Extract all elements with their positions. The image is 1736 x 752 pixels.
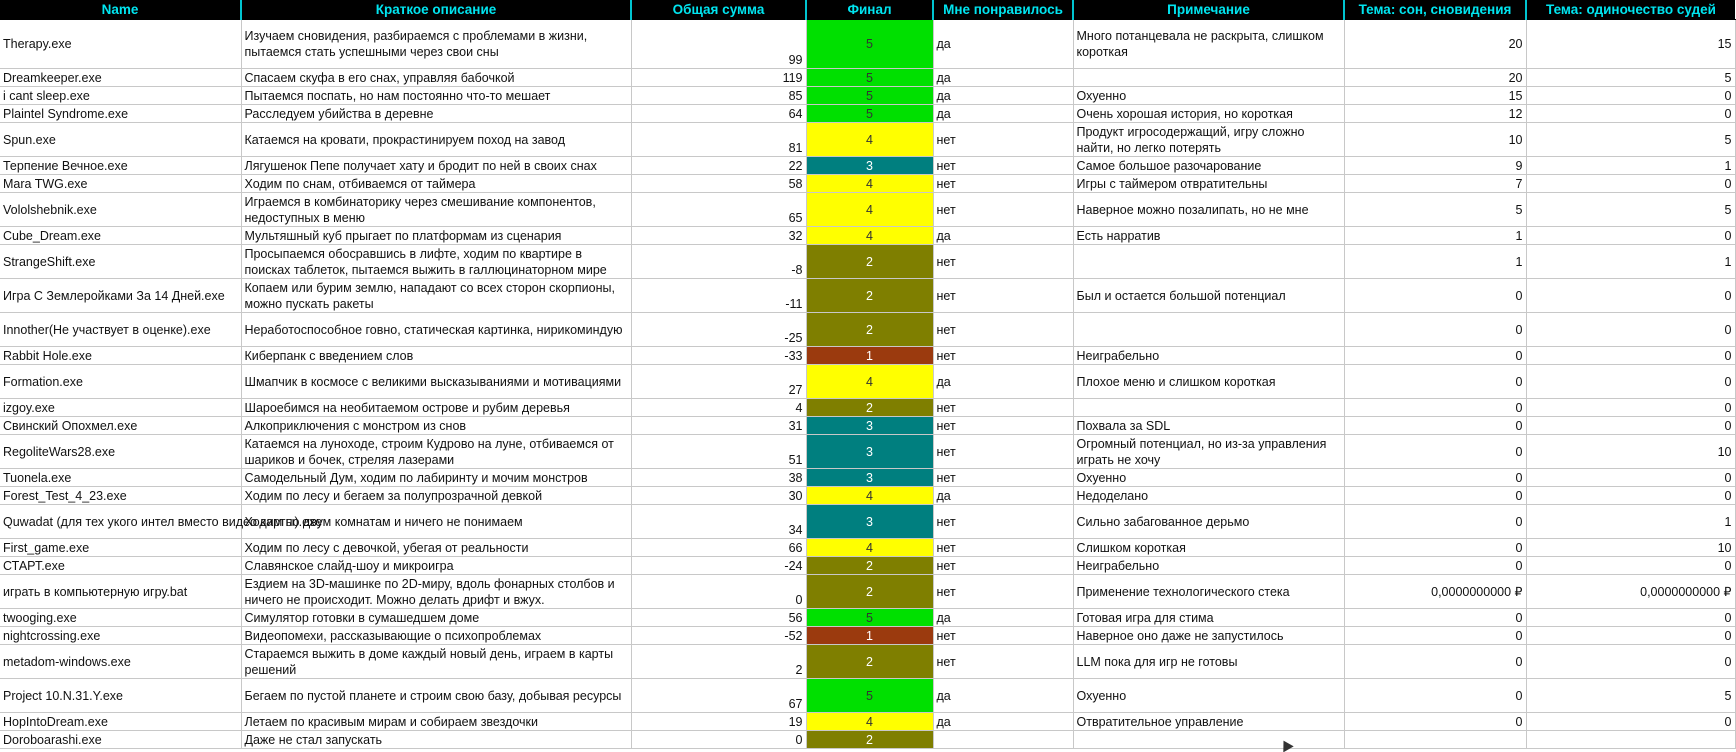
header-theme-dream[interactable]: Тема: сон, сновидения (1344, 0, 1526, 20)
table-body (0, 20, 1735, 749)
cell-liked[interactable]: нет (933, 557, 1073, 575)
cell-theme-lonely[interactable]: 0 (1526, 645, 1735, 679)
table-row[interactable] (0, 69, 1735, 87)
cell-description[interactable]: Играемся в комбинаторику через смешивание компонентов, недоступных в меню (241, 193, 631, 227)
cell-theme-lonely[interactable]: 0 (1526, 347, 1735, 365)
cell-note[interactable]: LLM пока для игр не готовы (1073, 645, 1344, 679)
cell-final[interactable]: 2 (806, 279, 933, 313)
cell-description[interactable]: Лягушенок Пепе получает хату и бродит по ней в своих снах (241, 157, 631, 175)
table-row[interactable] (0, 105, 1735, 123)
cell-description[interactable]: Шмапчик в космосе с великими высказываниями и мотивациями (241, 365, 631, 399)
cell-liked[interactable]: да (933, 105, 1073, 123)
cell-name[interactable]: Dreamkeeper.exe (0, 69, 241, 87)
cell-theme-lonely[interactable]: 0 (1526, 87, 1735, 105)
table-row[interactable] (0, 417, 1735, 435)
table-row[interactable] (0, 365, 1735, 399)
cell-name[interactable]: Therapy.exe (0, 20, 241, 69)
table-row[interactable] (0, 627, 1735, 645)
cell-liked[interactable]: да (933, 20, 1073, 69)
cell-description[interactable]: Симулятор готовки в сумашедшем доме (241, 609, 631, 627)
cell-note[interactable]: Огромный потенциал, но из-за управления играть не хочу (1073, 435, 1344, 469)
cell-total-sum[interactable]: -11 (631, 279, 806, 313)
cell-liked[interactable]: да (933, 679, 1073, 713)
table-row[interactable] (0, 539, 1735, 557)
cell-note[interactable]: Неиграбельно (1073, 347, 1344, 365)
header-row (0, 0, 1735, 20)
cell-theme-dream[interactable]: 0 (1344, 347, 1526, 365)
cell-theme-lonely[interactable]: 5 (1526, 123, 1735, 157)
cell-theme-lonely[interactable]: 1 (1526, 245, 1735, 279)
cell-final[interactable]: 1 (806, 347, 933, 365)
cell-final[interactable]: 2 (806, 399, 933, 417)
cell-total-sum[interactable]: 4 (631, 399, 806, 417)
cell-liked[interactable]: да (933, 227, 1073, 245)
cell-theme-lonely[interactable]: 0 (1526, 609, 1735, 627)
cell-total-sum[interactable]: 0 (631, 575, 806, 609)
cell-description[interactable]: Ездием на 3D-машинке по 2D-миру, вдоль фонарных столбов и ничего не происходит. Можно делать дрифт и вжух. (241, 575, 631, 609)
cell-liked[interactable]: нет (933, 627, 1073, 645)
cell-name[interactable]: First_game.exe (0, 539, 241, 557)
cell-description[interactable]: Просыпаемся обосравшись в лифте, ходим по квартире в поисках таблеток, пытаемся выжить в галлюцинаторном мире (241, 245, 631, 279)
cell-theme-dream[interactable]: 0 (1344, 469, 1526, 487)
cell-theme-lonely[interactable]: 0 (1526, 365, 1735, 399)
cell-final[interactable]: 5 (806, 69, 933, 87)
cell-theme-dream[interactable]: 0,0000000000 ₽ (1344, 575, 1526, 609)
cell-note[interactable]: Слишком короткая (1073, 539, 1344, 557)
cell-name[interactable]: RegoliteWars28.exe (0, 435, 241, 469)
cell-final[interactable]: 4 (806, 487, 933, 505)
cell-name[interactable]: HopIntoDream.exe (0, 713, 241, 731)
cell-note[interactable]: Охуенно (1073, 679, 1344, 713)
cell-description[interactable]: Расследуем убийства в деревне (241, 105, 631, 123)
cell-note[interactable]: Самое большое разочарование (1073, 157, 1344, 175)
cell-total-sum[interactable]: 30 (631, 487, 806, 505)
cell-total-sum[interactable]: 32 (631, 227, 806, 245)
cell-theme-lonely[interactable]: 0,0000000000 ₽ (1526, 575, 1735, 609)
cell-liked[interactable]: нет (933, 193, 1073, 227)
cell-final[interactable]: 4 (806, 365, 933, 399)
cell-liked[interactable] (933, 731, 1073, 749)
cell-description[interactable]: Катаемся на луноходе, строим Кудрово на луне, отбиваемся от шариков и бочек, стреляя лазерами (241, 435, 631, 469)
cell-liked[interactable]: нет (933, 417, 1073, 435)
cell-note[interactable] (1073, 399, 1344, 417)
table-row[interactable] (0, 487, 1735, 505)
cell-theme-dream[interactable]: 0 (1344, 539, 1526, 557)
cell-total-sum[interactable]: -8 (631, 245, 806, 279)
cell-note[interactable]: Очень хорошая история, но короткая (1073, 105, 1344, 123)
cell-theme-dream[interactable]: 0 (1344, 435, 1526, 469)
cell-theme-dream[interactable]: 0 (1344, 557, 1526, 575)
cell-note[interactable]: Похвала за SDL (1073, 417, 1344, 435)
cell-total-sum[interactable]: 64 (631, 105, 806, 123)
cell-description[interactable]: Видеопомехи, рассказывающие о психопроблемах (241, 627, 631, 645)
cell-note[interactable]: Наверное оно даже не запустилось (1073, 627, 1344, 645)
cell-name[interactable]: Mara TWG.exe (0, 175, 241, 193)
cell-note[interactable] (1073, 731, 1344, 749)
cell-name[interactable]: Vololshebnik.exe (0, 193, 241, 227)
cell-final[interactable]: 4 (806, 713, 933, 731)
cell-theme-lonely[interactable] (1526, 731, 1735, 749)
cell-total-sum[interactable]: 81 (631, 123, 806, 157)
cell-theme-dream[interactable]: 9 (1344, 157, 1526, 175)
cell-liked[interactable]: нет (933, 245, 1073, 279)
cell-name[interactable]: Innother(Не участвует в оценке).exe (0, 313, 241, 347)
cell-theme-lonely[interactable]: 0 (1526, 175, 1735, 193)
cell-name[interactable]: Rabbit Hole.exe (0, 347, 241, 365)
cell-theme-dream[interactable]: 0 (1344, 609, 1526, 627)
cell-theme-dream[interactable]: 0 (1344, 279, 1526, 313)
cell-description[interactable]: Алкоприключения с монстром из снов (241, 417, 631, 435)
cell-final[interactable]: 2 (806, 731, 933, 749)
cell-total-sum[interactable]: 56 (631, 609, 806, 627)
cell-name[interactable]: Свинский Опохмел.exe (0, 417, 241, 435)
cell-description[interactable]: Самодельный Дум, ходим по лабиринту и мочим монстров (241, 469, 631, 487)
cell-final[interactable]: 4 (806, 175, 933, 193)
cell-name[interactable]: Терпение Вечное.exe (0, 157, 241, 175)
cell-theme-lonely[interactable]: 5 (1526, 69, 1735, 87)
cell-name[interactable]: Cube_Dream.exe (0, 227, 241, 245)
cell-description[interactable]: Летаем по красивым мирам и собираем звездочки (241, 713, 631, 731)
cell-final[interactable]: 5 (806, 609, 933, 627)
cell-note[interactable] (1073, 69, 1344, 87)
cell-total-sum[interactable]: -24 (631, 557, 806, 575)
table-row[interactable] (0, 557, 1735, 575)
cell-final[interactable]: 3 (806, 469, 933, 487)
cell-final[interactable]: 3 (806, 157, 933, 175)
cell-name[interactable]: Quwadat (для тех укого интел вместо видео карты).exe (0, 505, 241, 539)
cell-name[interactable]: nightcrossing.exe (0, 627, 241, 645)
table-row[interactable] (0, 609, 1735, 627)
cell-final[interactable]: 2 (806, 575, 933, 609)
cell-total-sum[interactable]: -52 (631, 627, 806, 645)
cell-total-sum[interactable]: 34 (631, 505, 806, 539)
cell-theme-lonely[interactable]: 1 (1526, 157, 1735, 175)
cell-final[interactable]: 4 (806, 539, 933, 557)
cell-total-sum[interactable]: 65 (631, 193, 806, 227)
cell-description[interactable]: Славянское слайд-шоу и микроигра (241, 557, 631, 575)
cell-final[interactable]: 2 (806, 557, 933, 575)
table-row[interactable] (0, 679, 1735, 713)
table-row[interactable] (0, 731, 1735, 749)
cell-total-sum[interactable]: -33 (631, 347, 806, 365)
cell-theme-lonely[interactable]: 0 (1526, 469, 1735, 487)
cell-theme-dream[interactable]: 10 (1344, 123, 1526, 157)
cell-theme-dream[interactable]: 15 (1344, 87, 1526, 105)
cell-description[interactable]: Изучаем сновидения, разбираемся с проблемами в жизни, пытаемся стать успешными через свои сны (241, 20, 631, 69)
cell-total-sum[interactable]: 0 (631, 731, 806, 749)
cell-description[interactable]: Ходим по лесу с девочкой, убегая от реальности (241, 539, 631, 557)
cell-liked[interactable]: да (933, 609, 1073, 627)
cell-final[interactable]: 2 (806, 313, 933, 347)
cell-theme-lonely[interactable]: 0 (1526, 399, 1735, 417)
cell-theme-dream[interactable]: 20 (1344, 20, 1526, 69)
table-row[interactable] (0, 399, 1735, 417)
cell-liked[interactable]: нет (933, 645, 1073, 679)
table-row[interactable] (0, 123, 1735, 157)
cell-name[interactable]: Project 10.N.31.Y.exe (0, 679, 241, 713)
cell-theme-lonely[interactable]: 0 (1526, 487, 1735, 505)
cell-description[interactable]: Даже не стал запускать (241, 731, 631, 749)
cell-total-sum[interactable]: 85 (631, 87, 806, 105)
table-row[interactable] (0, 505, 1735, 539)
cell-description[interactable]: Ходим по двум комнатам и ничего не понимаем (241, 505, 631, 539)
table-row[interactable] (0, 347, 1735, 365)
cell-total-sum[interactable]: 38 (631, 469, 806, 487)
cell-description[interactable]: Киберпанк с введением слов (241, 347, 631, 365)
cell-liked[interactable]: нет (933, 539, 1073, 557)
cell-description[interactable]: Мультяшный куб прыгает по платформам из сценария (241, 227, 631, 245)
cell-final[interactable]: 1 (806, 627, 933, 645)
cell-theme-lonely[interactable]: 0 (1526, 713, 1735, 731)
cell-liked[interactable]: нет (933, 435, 1073, 469)
cell-liked[interactable]: да (933, 487, 1073, 505)
table-row[interactable] (0, 227, 1735, 245)
cell-note[interactable]: Охуенно (1073, 87, 1344, 105)
cell-note[interactable]: Готовая игра для стима (1073, 609, 1344, 627)
cell-liked[interactable]: да (933, 69, 1073, 87)
table-row[interactable] (0, 175, 1735, 193)
cell-note[interactable] (1073, 313, 1344, 347)
cell-theme-lonely[interactable]: 0 (1526, 557, 1735, 575)
cell-description[interactable]: Копаем или бурим землю, нападают со всех сторон скорпионы, можно пускать ракеты (241, 279, 631, 313)
cell-description[interactable]: Ходим по лесу и бегаем за полупрозрачной девкой (241, 487, 631, 505)
cell-theme-dream[interactable]: 0 (1344, 417, 1526, 435)
cell-theme-dream[interactable]: 0 (1344, 487, 1526, 505)
table-row[interactable] (0, 435, 1735, 469)
cell-theme-dream[interactable]: 0 (1344, 713, 1526, 731)
cell-name[interactable]: Tuonela.exe (0, 469, 241, 487)
cell-total-sum[interactable]: 27 (631, 365, 806, 399)
cell-theme-dream[interactable]: 0 (1344, 679, 1526, 713)
cell-theme-dream[interactable]: 1 (1344, 227, 1526, 245)
cell-final[interactable]: 5 (806, 105, 933, 123)
cell-final[interactable]: 5 (806, 20, 933, 69)
cell-note[interactable]: Охуенно (1073, 469, 1344, 487)
table-row[interactable] (0, 157, 1735, 175)
cell-name[interactable]: Forest_Test_4_23.exe (0, 487, 241, 505)
cell-theme-dream[interactable] (1344, 731, 1526, 749)
cell-theme-dream[interactable]: 0 (1344, 313, 1526, 347)
cell-final[interactable]: 4 (806, 123, 933, 157)
cell-note[interactable]: Продукт игросодержащий, игру сложно найти, но легко потерять (1073, 123, 1344, 157)
cell-theme-dream[interactable]: 0 (1344, 627, 1526, 645)
cell-final[interactable]: 3 (806, 417, 933, 435)
cell-theme-dream[interactable]: 0 (1344, 505, 1526, 539)
cell-final[interactable]: 4 (806, 227, 933, 245)
cell-total-sum[interactable]: 51 (631, 435, 806, 469)
cell-note[interactable]: Много потанцевала не раскрыта, слишком короткая (1073, 20, 1344, 69)
header-theme-lonely[interactable]: Тема: одиночество судей (1526, 0, 1735, 20)
cell-total-sum[interactable]: 66 (631, 539, 806, 557)
cell-final[interactable]: 2 (806, 645, 933, 679)
cell-theme-dream[interactable]: 1 (1344, 245, 1526, 279)
cell-note[interactable] (1073, 245, 1344, 279)
cell-note[interactable]: Есть нарратив (1073, 227, 1344, 245)
cell-theme-dream[interactable]: 20 (1344, 69, 1526, 87)
cell-theme-lonely[interactable]: 0 (1526, 105, 1735, 123)
cell-liked[interactable]: нет (933, 575, 1073, 609)
cell-name[interactable]: играть в компьютерную игру.bat (0, 575, 241, 609)
cell-description[interactable]: Спасаем скуфа в его снах, управляя бабочкой (241, 69, 631, 87)
cell-note[interactable]: Игры с таймером отвратительны (1073, 175, 1344, 193)
table-row[interactable] (0, 87, 1735, 105)
header-description[interactable]: Краткое описание (241, 0, 631, 20)
cell-note[interactable]: Был и остается большой потенциал (1073, 279, 1344, 313)
cell-final[interactable]: 2 (806, 245, 933, 279)
cell-note[interactable]: Применение технологического стека (1073, 575, 1344, 609)
cell-liked[interactable]: нет (933, 157, 1073, 175)
cell-total-sum[interactable]: -25 (631, 313, 806, 347)
cell-total-sum[interactable]: 99 (631, 20, 806, 69)
cell-description[interactable]: Ходим по снам, отбиваемся от таймера (241, 175, 631, 193)
table-row[interactable] (0, 245, 1735, 279)
table-row[interactable] (0, 313, 1735, 347)
cell-name[interactable]: twooging.exe (0, 609, 241, 627)
cell-note[interactable]: Сильно забагованное дерьмо (1073, 505, 1344, 539)
cell-name[interactable]: Formation.exe (0, 365, 241, 399)
cell-name[interactable]: izgoy.exe (0, 399, 241, 417)
cell-liked[interactable]: нет (933, 347, 1073, 365)
cell-theme-dream[interactable]: 0 (1344, 645, 1526, 679)
cell-theme-lonely[interactable]: 0 (1526, 313, 1735, 347)
cell-theme-lonely[interactable]: 0 (1526, 279, 1735, 313)
cell-final[interactable]: 4 (806, 193, 933, 227)
cell-description[interactable]: Неработоспособное говно, статическая картинка, нирикоминдую (241, 313, 631, 347)
cell-total-sum[interactable]: 31 (631, 417, 806, 435)
table-row[interactable] (0, 193, 1735, 227)
cell-liked[interactable]: нет (933, 313, 1073, 347)
cell-description[interactable]: Катаемся на кровати, прокрастинируем поход на завод (241, 123, 631, 157)
cell-theme-lonely[interactable]: 1 (1526, 505, 1735, 539)
header-total-sum[interactable]: Общая сумма (631, 0, 806, 20)
cell-total-sum[interactable]: 19 (631, 713, 806, 731)
cell-theme-lonely[interactable]: 0 (1526, 227, 1735, 245)
cell-description[interactable]: Пытаемся поспать, но нам постоянно что-то мешает (241, 87, 631, 105)
table-row[interactable] (0, 645, 1735, 679)
cell-total-sum[interactable]: 22 (631, 157, 806, 175)
cell-liked[interactable]: да (933, 365, 1073, 399)
cell-liked[interactable]: да (933, 87, 1073, 105)
cell-note[interactable]: Плохое меню и слишком короткая (1073, 365, 1344, 399)
cell-total-sum[interactable]: 67 (631, 679, 806, 713)
cell-final[interactable]: 3 (806, 505, 933, 539)
cell-theme-lonely[interactable]: 15 (1526, 20, 1735, 69)
cell-final[interactable]: 5 (806, 679, 933, 713)
header-liked[interactable]: Мне понравилось (933, 0, 1073, 20)
cell-name[interactable]: Plaintel Syndrome.exe (0, 105, 241, 123)
cell-liked[interactable]: нет (933, 175, 1073, 193)
cell-theme-dream[interactable]: 0 (1344, 365, 1526, 399)
cell-liked[interactable]: нет (933, 123, 1073, 157)
cell-total-sum[interactable]: 58 (631, 175, 806, 193)
table-row[interactable] (0, 469, 1735, 487)
cell-note[interactable]: Отвратительное управление (1073, 713, 1344, 731)
cell-name[interactable]: StrangeShift.exe (0, 245, 241, 279)
cell-name[interactable]: СТАРТ.exe (0, 557, 241, 575)
cell-theme-dream[interactable]: 5 (1344, 193, 1526, 227)
cell-description[interactable]: Бегаем по пустой планете и строим свою базу, добывая ресурсы (241, 679, 631, 713)
cell-description[interactable]: Стараемся выжить в доме каждый новый день, играем в карты решений (241, 645, 631, 679)
cell-theme-dream[interactable]: 0 (1344, 399, 1526, 417)
cell-note[interactable]: Недоделано (1073, 487, 1344, 505)
cell-final[interactable]: 3 (806, 435, 933, 469)
cell-theme-lonely[interactable]: 0 (1526, 417, 1735, 435)
cell-total-sum[interactable]: 2 (631, 645, 806, 679)
header-name[interactable]: Name (0, 0, 241, 20)
cell-theme-dream[interactable]: 12 (1344, 105, 1526, 123)
cell-theme-lonely[interactable]: 5 (1526, 193, 1735, 227)
cell-theme-lonely[interactable]: 5 (1526, 679, 1735, 713)
cell-note[interactable]: Неиграбельно (1073, 557, 1344, 575)
table-row[interactable] (0, 713, 1735, 731)
cell-note[interactable]: Наверное можно позалипать, но не мне (1073, 193, 1344, 227)
table-row[interactable] (0, 279, 1735, 313)
header-note[interactable]: Примечание (1073, 0, 1344, 20)
cell-final[interactable]: 5 (806, 87, 933, 105)
cell-name[interactable]: Игра С Землеройками За 14 Дней.exe (0, 279, 241, 313)
table-row[interactable] (0, 20, 1735, 69)
cell-theme-lonely[interactable]: 10 (1526, 539, 1735, 557)
cell-liked[interactable]: нет (933, 505, 1073, 539)
cell-liked[interactable]: нет (933, 279, 1073, 313)
header-final[interactable]: Финал (806, 0, 933, 20)
cell-liked[interactable]: нет (933, 469, 1073, 487)
cell-name[interactable]: i cant sleep.exe (0, 87, 241, 105)
cell-theme-lonely[interactable]: 0 (1526, 627, 1735, 645)
cell-total-sum[interactable]: 119 (631, 69, 806, 87)
cell-description[interactable]: Шароебимся на необитаемом острове и рубим деревья (241, 399, 631, 417)
cell-liked[interactable]: да (933, 713, 1073, 731)
cell-name[interactable]: Doroboarashi.exe (0, 731, 241, 749)
cell-name[interactable]: metadom-windows.exe (0, 645, 241, 679)
cell-theme-lonely[interactable]: 10 (1526, 435, 1735, 469)
cell-liked[interactable]: нет (933, 399, 1073, 417)
table-row[interactable] (0, 575, 1735, 609)
cell-theme-dream[interactable]: 7 (1344, 175, 1526, 193)
cell-name[interactable]: Spun.exe (0, 123, 241, 157)
